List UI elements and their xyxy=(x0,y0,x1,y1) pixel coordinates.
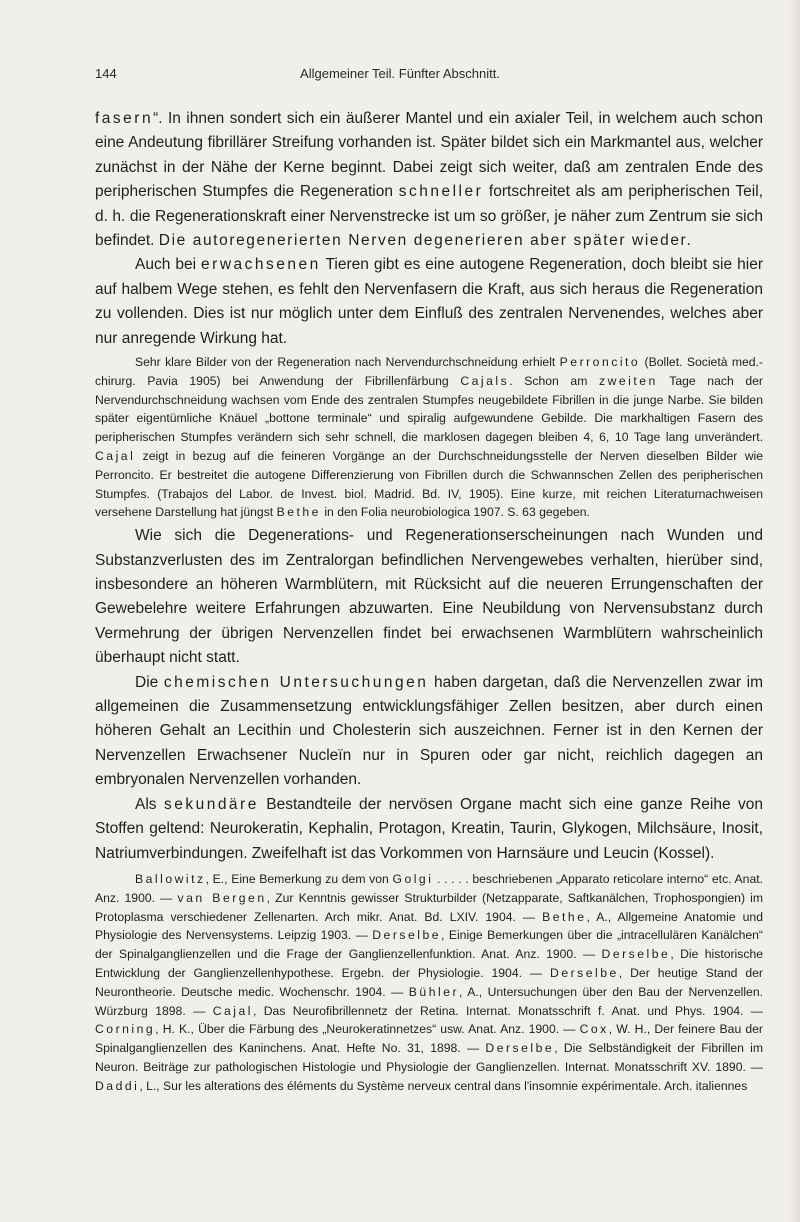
ref-author: Derselbe xyxy=(485,1041,555,1056)
text-run: haben dargetan, daß die Nervenzellen zwar im allgemeinen die Zusammensetzung entwicklungsfähiger Zellen besitzen, aber durch einen höheren Gehalt an Lecithin und Cholesterin sich auszeichnen. Ferner ist in den Kernen der Nervenzellen Erwachsener Nucleïn nur in Spuren oder gar nicht, reichlich dagegen an embryonalen Nervenzellen vorhanden. xyxy=(95,673,763,789)
spaced-term: sekundäre xyxy=(163,795,259,813)
ref-text: , Einige Bemerkungen über die „intracellulären Kanälchen“ der Spinalganglienzellen und die Frage der Ganglienzellenfunktion. Anat. Anz. 1900. — xyxy=(95,928,763,962)
ref-text: , E., Eine Bemerkung zu dem von xyxy=(205,871,393,886)
paragraph-continuation xyxy=(95,107,763,253)
page-edge-shadow xyxy=(788,0,800,1222)
text-run: Tieren gibt es eine autogene Regeneration, doch bleibt sie hier auf halbem Wege stehen, es fehlt den Nervenfasern die Kraft, aus sich heraus die Regeneration zu vollenden. Dies ist nur möglich unter dem Einfluß des zentralen Nervenendes, welches aber nur anregende Wirkung hat. xyxy=(95,256,763,347)
ref-author: Cox xyxy=(579,1022,609,1037)
references xyxy=(95,870,763,1096)
note-perroncito xyxy=(95,353,763,522)
ref-text: , H. K., Über die Färbung des „Neurokeratinnetzes“ usw. Anat. Anz. 1900. — xyxy=(155,1022,580,1037)
text-run: (Bollet. Società med.-chirurg. Pavia 1905) bei Anwendung der Fibrillenfärbung xyxy=(95,355,763,388)
ref-author: Bethe xyxy=(542,909,587,924)
text-run: Tage nach der Nervendurchschneidung wachsen vom Ende des zentralen Stumpfes neugebildete Fibrillen in die junge Narbe. Sie bilden später eigentümliche Knäuel „bottone terminale“ und spiralig aufgewundene Gebilde. Die markhaltigen Fasern des peripherischen Stumpfes verändern sich sehr schnell, die marklosen dagegen bleiben 4, 6, 10 Tage lang unverändert. xyxy=(95,373,763,445)
ref-text: , Der heutige Stand der Neurontheorie. Deutsche medic. Wochenschr. 1904. — xyxy=(95,965,763,999)
ref-author: Bühler xyxy=(408,984,460,999)
ref-author: Derselbe xyxy=(601,947,671,962)
spaced-term: zweiten xyxy=(598,373,658,388)
text-run: zeigt in bezug auf die feineren Vorgänge an der Durchschneidungsstelle der Nerven dieselben Bilder wie Perroncito. Er bestreitet die autogene Differenzierung von Fibrillen durch die Schwannschen Zellen des peripherischen Stumpfes. (Trabajos del Labor. de Invest. biol. Madrid. Bd. IV, 1905). Eine kurze, mit reichen Literaturnachweisen versehene Darstellung hat jüngst xyxy=(95,449,763,520)
author-name: Perroncito xyxy=(559,355,641,370)
ref-author: Ballowitz xyxy=(135,871,206,886)
paragraph-sekundaere-bestandteile xyxy=(95,793,763,866)
page-body xyxy=(95,107,763,1095)
text-run: Die xyxy=(135,673,164,691)
ref-author: Corning xyxy=(95,1022,156,1037)
spaced-term: schneller xyxy=(398,183,484,201)
text-run: “. In ihnen sondert sich ein äußerer Mantel und ein axialer Teil, in welchem auch schon eine Andeutung fibrillärer Streifung vorhanden ist. Später bildet sich ein Markmantel aus, welcher zunächst in der Nähe der Kerne beginnt. Dabei zeigt sich weiter, daß am zentralen Ende des peripherischen Stumpfes die Regeneration xyxy=(95,110,763,201)
text-run: fortschreitet als am peripherischen Teil, d. h. die Regenerationskraft einer Nervenstrecke ist um so größer, je näher zum Zentrum sie sich befindet. xyxy=(95,183,763,250)
text-run: Als xyxy=(135,795,164,813)
ref-author: van Bergen xyxy=(177,890,267,905)
paragraph-zentralorgan: Wie sich die Degenerations- und Regenerationserscheinungen nach Wunden und Substanzverlusten des im Zentralorgan befindlichen Nervengewebes verhalten, hierüber sind, insbesondere an höheren Warmblütern, mit Rücksicht auf die neueren Errungenschaften der Gewebelehre weitere Erfahrungen abzuwarten. Eine Neubildung von Nervensubstanz durch Vermehrung der übrigen Nervenzellen findet bei erwachsenen Warmblütern wahrscheinlich überhaupt nicht statt. xyxy=(95,527,763,667)
text-run: Auch bei xyxy=(135,256,202,274)
text-run: . Schon am xyxy=(509,373,599,388)
ref-author: Derselbe xyxy=(372,928,442,943)
running-title: Allgemeiner Teil. Fünfter Abschnitt. xyxy=(300,66,500,81)
spaced-term: erwachsenen xyxy=(201,256,321,274)
text-run: in den Folia neurobiologica 1907. S. 63 gegeben. xyxy=(320,505,590,520)
ref-author: Derselbe xyxy=(550,965,619,980)
ref-author: Golgi xyxy=(392,871,434,886)
author-name: Bethe xyxy=(276,505,321,520)
page-number: 144 xyxy=(95,66,117,81)
text-run: Bestandteile der nervösen Organe macht sich eine ganze Reihe von Stoffen geltend: Neurokeratin, Kephalin, Protagon, Kreatin, Taurin, Glykogen, Milchsäure, Inosit, Natriumverbindungen. Zweifelhaft ist das Vorkommen von Harnsäure und Leucin (Kossel). xyxy=(95,795,763,862)
paragraph-chemische-untersuchungen xyxy=(95,671,763,793)
ref-text: , W. H., Der feinere Bau der Spinalganglienzellen des Kaninchens. Anat. Hefte No. 31, 1898. — xyxy=(95,1022,763,1056)
ref-text: . . . . . beschriebenen „Apparato reticolare interno“ etc. Anat. Anz. 1900. — xyxy=(95,871,763,905)
ref-author: Cajal xyxy=(212,1003,253,1018)
spaced-sentence: Die autoregenerierten Nerven degenerieren aber später wieder. xyxy=(158,232,693,250)
running-header xyxy=(0,66,800,86)
spaced-term: fasern xyxy=(95,110,154,127)
spaced-term: chemischen Untersuchungen xyxy=(163,673,429,691)
ref-text: , Das Neurofibrillennetz der Retina. Internat. Monatsschrift f. Anat. und Phys. 1904. — xyxy=(252,1003,763,1018)
ref-text: , Zur Kenntnis gewisser Strukturbilder (Netzapparate, Saftkanälchen, Trophospongien) im Protoplasma verschiedener Zellenarten. Arch mikr. Anat. Bd. LXIV. 1904. — xyxy=(95,890,764,924)
ref-text: , L., Sur les alterations des éléments du Système nerveux central dans l'insomnie expérimentale. Arch. italiennes xyxy=(139,1078,748,1093)
ref-text: , Die historische Entwicklung der Ganglienzellenhypothese. Ergebn. der Physiologie. 1904. — xyxy=(95,947,763,980)
author-name: Cajals xyxy=(460,373,510,388)
ref-author: Daddi xyxy=(95,1078,140,1093)
ref-text: , A., Allgemeine Anatomie und Physiologie des Nervensystems. Leipzig 1903. — xyxy=(95,909,763,943)
ref-text: , Die Selbständigkeit der Fibrillen im Neuron. Beiträge zur pathologischen Histologie und Physiologie der Ganglienzellen. Internat. Monatsschrift XV. 1890. — xyxy=(95,1041,763,1074)
paragraph-autogene-regeneration xyxy=(95,253,763,351)
ref-text: , A., Untersuchungen über den Bau der Nervenzellen. Würzburg 1898. — xyxy=(95,984,763,1018)
text-run: Sehr klare Bilder von der Regeneration nach Nervendurchschneidung erhielt xyxy=(135,355,560,370)
author-name: Cajal xyxy=(95,449,136,464)
